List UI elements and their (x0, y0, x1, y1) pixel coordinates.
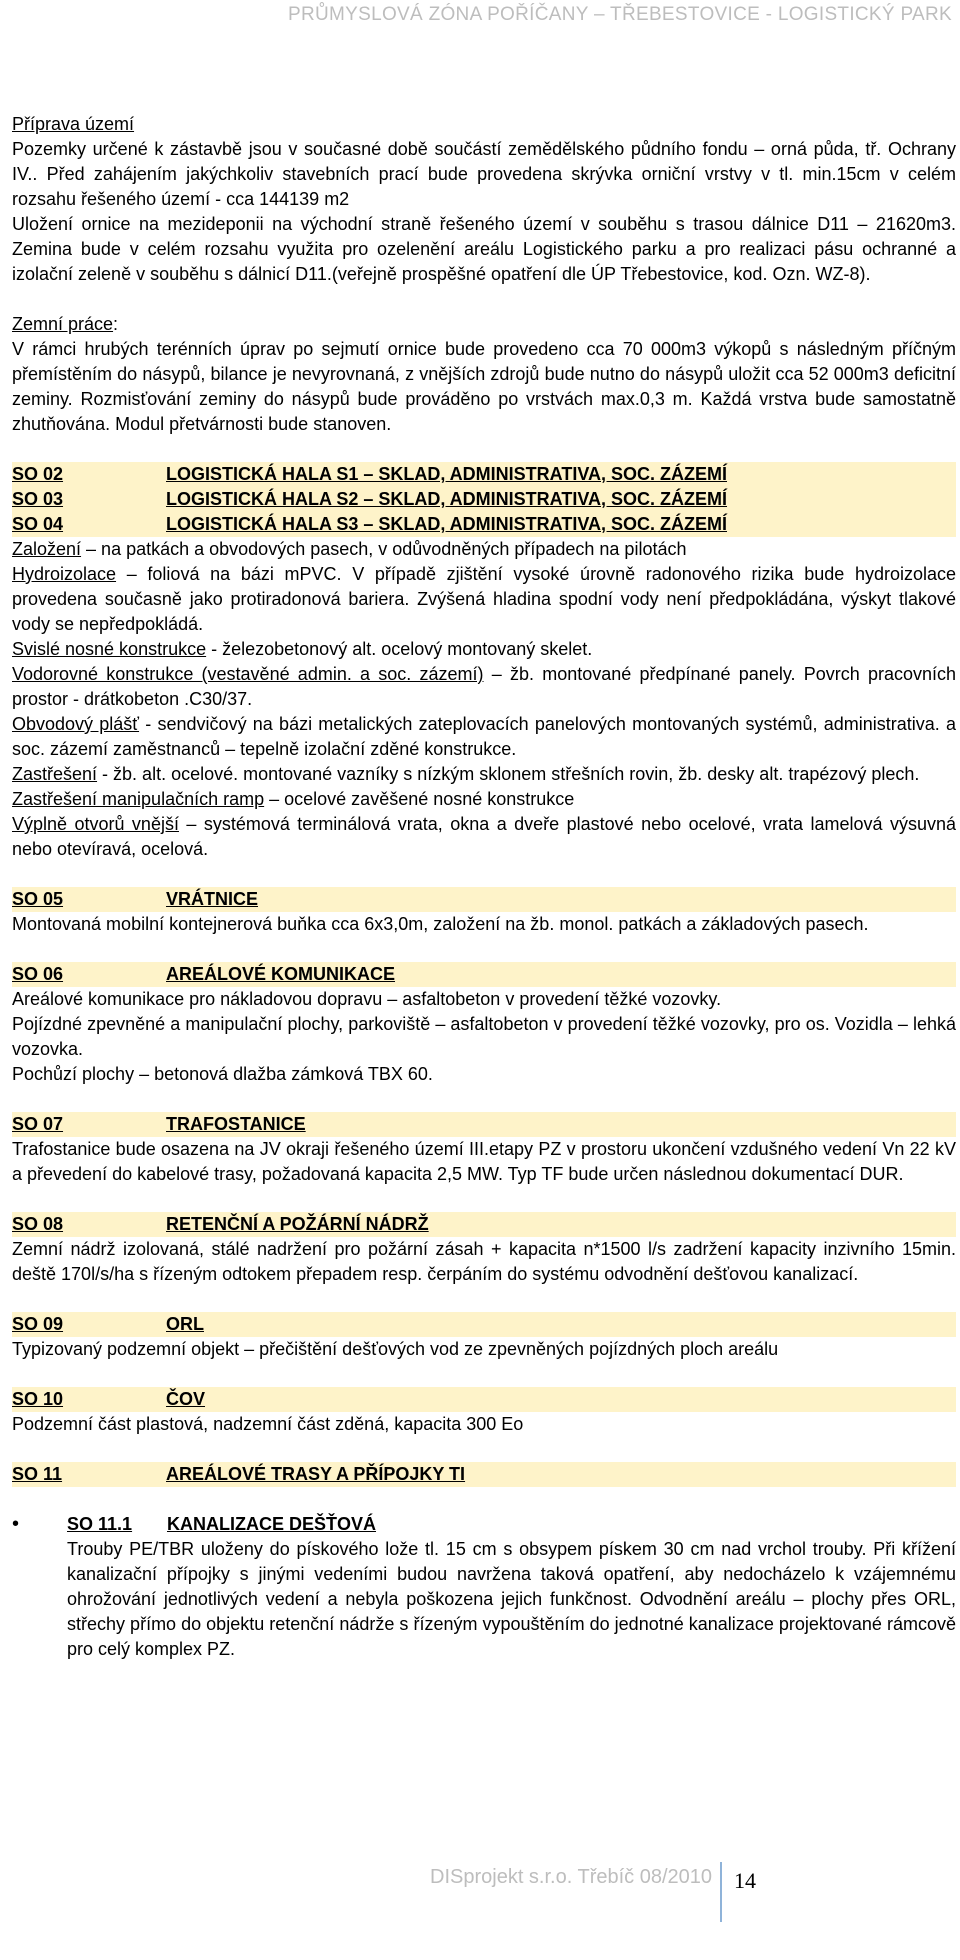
section-so11 (12, 1462, 956, 1662)
section-so07: SO 07 TRAFOSTANICE Trafostanice bude osazena na JV okraji řešeného území III.etapy PZ v prostoru ukončení vzdušného vedení Vn 22 kV a převedení do kabelové trasy, požadovaná kapacita 2,5 MW. Typ TF bude určen následnou dokumentací DUR. (12, 1114, 956, 1184)
subsection-heading: SO 11.1 KANALIZACE DEŠŤOVÁ (67, 1514, 377, 1534)
priprava-heading: Příprava území (12, 114, 135, 134)
so-heading: SO 04 LOGISTICKÁ HALA S3 – SKLAD, ADMINISTRATIVA, SOC. ZÁZEMÍ (12, 512, 956, 537)
so-heading: SO 02 LOGISTICKÁ HALA S1 – SKLAD, ADMINISTRATIVA, SOC. ZÁZEMÍ (12, 462, 956, 487)
so-heading: SO 11 AREÁLOVÉ TRASY A PŘÍPOJKY TI (12, 1462, 956, 1487)
so-heading: SO 06 AREÁLOVÉ KOMUNIKACE (12, 962, 956, 987)
so-heading: SO 05 VRÁTNICE (12, 887, 956, 912)
so-heading: SO 10 ČOV (12, 1387, 956, 1412)
bullet-icon: • (12, 1513, 20, 1535)
zemni-heading: Zemní práce (12, 314, 114, 334)
section-so06: SO 06 AREÁLOVÉ KOMUNIKACE Areálové komunikace pro nákladovou dopravu – asfaltobeton v provedení těžké vozovky. Pojízdné zpevněné a manipulační plochy, parkoviště – asfaltobeton v provedení těžké vozovky, pro os. Vozidla – lehká vozovka. Pochůzí plochy – betonová dlažba zámková TBX 60. (12, 964, 956, 1084)
halls-description: Založení – na patkách a obvodových pasech, v odůvodněných případech na pilotách Hydroizolace – foliová na bázi mPVC. V případě zjištění vysoké úrovně radonového rizika bude hydroizolace provedena současně jako protiradonová bariera. Zvýšená hladina spodní vody není předpokládána, výskyt tlakové vody se nepředpokládá. Svislé nosné konstrukce - železobetonový alt. ocelový montovaný skelet. Vodorovné konstrukce (vestavěné admin. a soc. zázemí) – žb. montované předpínané panely. Povrch pracovních prostor - drátkobeton .C30/37. Obvodový plášť - sendvičový na bázi metalických zateplovacích panelových montovaných systémů, administrativa. a soc. zázemí zaměstnanců – tepelně izolační zděné konstrukce. Zastřešení - žb. alt. ocelové. montované vazníky s nízkým sklonem střešních rovin, žb. desky alt. trapézový plech. Zastřešení manipulačních ramp – ocelové zavěšené nosné konstrukce Výplně otvorů vnější – systémová terminálová vrata, okna a dveře plastové nebo ocelové, vrata lamelová výsuvná nebo otevíravá, ocelová. (12, 539, 956, 859)
priprava-text-1: Pozemky určené k zástavbě jsou v současné době součástí zemědělského půdního fondu – orná půda, tř. Ochrany IV.. Před zahájením jakýchkoliv stavebních prací bude provedena skrývka orniční vrstvy v tl. min.15cm v celém rozsahu řešeného území - cca 144139 m2 (12, 139, 956, 209)
section-priprava (12, 112, 956, 287)
section-so08: SO 08 RETENČNÍ A POŽÁRNÍ NÁDRŽ Zemní nádrž izolovaná, stálé nadržení pro požární zásah + kapacita n*1500 l/s zadržení kapacity inzivního 15min. deště 170l/s/ha s řízeným odtokem přepadem resp. čerpáním do systému odvodnění dešťovou kanalizací. (12, 1214, 956, 1284)
footer-company: DISprojekt s.r.o. Třebíč 08/2010 (430, 1866, 713, 1888)
section-so09: SO 09 ORL Typizovaný podzemní objekt – přečištění dešťových vod ze zpevněných pojízdných ploch areálu (12, 1312, 956, 1362)
page-header: PRŮMYSLOVÁ ZÓNA POŘÍČANY – TŘEBESTOVICE - LOGISTICKÝ PARK (288, 4, 952, 25)
so-heading: SO 09 ORL (12, 1312, 956, 1337)
section-zemni: Zemní práce: V rámci hrubých terénních úprav po sejmutí ornice bude provedeno cca 70 000m3 výkopů s následným příčným přemístěním do násypů, bilance je nevyrovnaná, z vnějších zdrojů bude nutno do násypů uložit cca 52 000m3 deficitní zeminy. Rozmisťování zeminy do násypů bude prováděno po vrstvách max.0,3 m. Každá vrstva bude samostatně zhutňována. Modul přetvárnosti bude stanoven. (12, 312, 956, 437)
section-so10: SO 10 ČOV Podzemní část plastová, nadzemní část zděná, kapacita 300 Eo (12, 1387, 956, 1437)
page-footer (430, 1862, 756, 1922)
list-item: • SO 11.1 KANALIZACE DEŠŤOVÁ Trouby PE/TBR uloženy do pískového lože tl. 15 cm s obsypem pískem 30 cm nad vrchol trouby. Při křížení kanalizační přípojky s jinými vedeními budou navržena taková opatření, aby nedocházelo k vzájemnému ohrožování jednotlivých vedení a nebyla poškozena jejich funkčnost. Odvodnění areálu – plochy přes ORL, střechy přímo do objektu retenční nádrže s řízeným vypouštěním do jednotné kanalizace projektované rámcově pro celý komplex PZ. (12, 1512, 956, 1662)
page-number: 14 (734, 1868, 757, 1893)
so-heading: SO 08 RETENČNÍ A POŽÁRNÍ NÁDRŽ (12, 1212, 956, 1237)
section-so05: SO 05 VRÁTNICE Montovaná mobilní kontejnerová buňka cca 6x3,0m, založení na žb. monol. patkách a základových pasech. (12, 887, 956, 937)
so-halls-headings (12, 462, 956, 537)
priprava-text-2: Uložení ornice na mezideponii na východní straně řešeného území v souběhu s trasou dálnice D11 – 21620m3. Zemina bude v celém rozsahu využita pro ozelenění areálu Logistického parku a pro realizaci pásu ochranné a izolační zeleně v souběhu s dálnicí D11.(veřejně prospěšné opatření dle ÚP Třebestovice, kod. Ozn. WZ-8). (12, 214, 956, 284)
so-heading: SO 03 LOGISTICKÁ HALA S2 – SKLAD, ADMINISTRATIVA, SOC. ZÁZEMÍ (12, 487, 956, 512)
document-body (12, 112, 956, 1662)
zemni-text: V rámci hrubých terénních úprav po sejmutí ornice bude provedeno cca 70 000m3 výkopů s následným příčným přemístěním do násypů, bilance je nevyrovnaná, z vnějších zdrojů bude nutno do násypů uložit cca 52 000m3 deficitní zeminy. Rozmisťování zeminy do násypů bude prováděno po vrstvách max.0,3 m. Každá vrstva bude samostatně zhutňována. Modul přetvárnosti bude stanoven. (12, 339, 956, 434)
so-heading: SO 07 TRAFOSTANICE (12, 1112, 956, 1137)
